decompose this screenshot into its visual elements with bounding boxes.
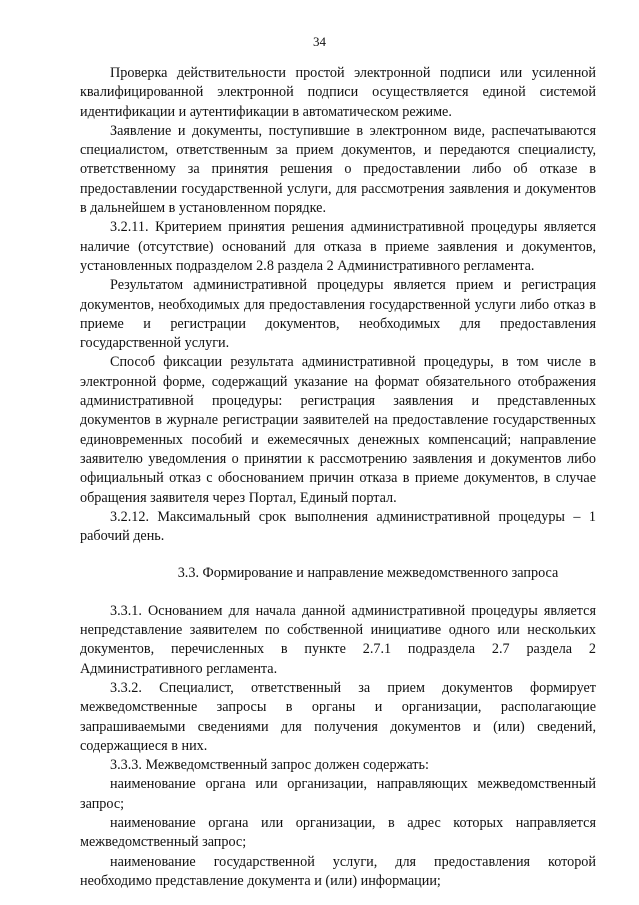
document-body [80, 64, 596, 891]
paragraph-signature-check: Проверка действительности простой электронной подписи или усиленной квалифицированной электронной подписи осуществляется единой системой идентификации и аутентификации в автоматическом режиме. [80, 65, 596, 120]
paragraph-electronic-documents: Заявление и документы, поступившие в электронном виде, распечатываются специалистом, ответственным за прием документов, и передаются специалисту, ответственному за принятия решения о предоставлении либо об отказе в предоставлении государственной услуги, для рассмотрения заявления и документов в дальнейшем в установленном порядке. [80, 122, 596, 217]
paragraph-3-2-11: 3.2.11. Критерием принятия решения административной процедуры является наличие (отсутствие) оснований для отказа в приеме заявления и документов, установленных подразделом 2.8 раздела 2 Административного регламента. [80, 219, 596, 274]
paragraph-procedure-result: Результатом административной процедуры является прием и регистрация документов, необходимых для предоставления государственной услуги либо отказ в приеме и регистрации документов, необходимых для предоставления государственной услуги. [80, 277, 596, 352]
paragraph-3-3-3: 3.3.3. Межведомственный запрос должен содержать: [110, 757, 429, 774]
list-item-service-name: наименование государственной услуги, для предоставления которой необходимо представление документа и (или) информации; [80, 853, 596, 889]
page-number: 34 [313, 34, 326, 49]
list-item-addressee-body: наименование органа или организации, в адрес которых направляется межведомственный запрос; [80, 814, 596, 851]
paragraph-3-3-2: 3.3.2. Специалист, ответственный за прием документов формирует межведомственные запросы в органы и организации, располагающие запрашиваемыми сведениями для получения документов и (или) сведений, содержащиеся в них. [80, 679, 596, 754]
list-item-requesting-body: наименование органа или организации, направляющих межведомственный запрос; [80, 776, 596, 812]
paragraph-3-2-12: 3.2.12. Максимальный срок выполнения административной процедуры – 1 рабочий день. [80, 508, 596, 545]
section-heading-3-3: 3.3. Формирование и направление межведомственного запроса [177, 565, 559, 582]
paragraph-result-fixation: Способ фиксации результата административной процедуры, в том числе в электронной форме, содержащий указание на формат обязательного отображения административной процедуры: регистрация заявления и представленных документов в журнале регистрации заявителей на предоставление государственных единовременных пособий и ежемесячных денежных компенсаций; направление заявителю уведомления о принятии к рассмотрению заявления и документов либо официальный отказ с обоснованием причин отказа в приеме документов, в случае обращения заявителя через Портал, Единый портал. [80, 354, 596, 506]
paragraph-3-3-1: 3.3.1. Основанием для начала данной административной процедуры является непредставление заявителем по собственной инициативе одного или нескольких документов, перечисленных в пункте 2.7.1 подраздела 2.7 раздела 2 Административного регламента. [80, 602, 596, 677]
